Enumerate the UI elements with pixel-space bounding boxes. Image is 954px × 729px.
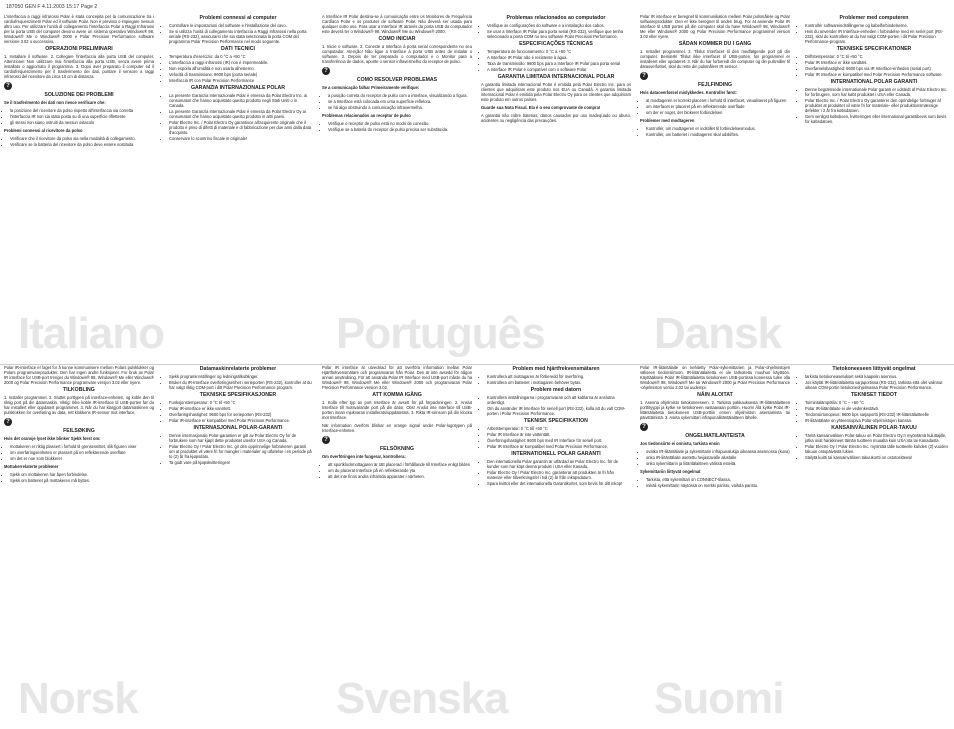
subheading: Mottakerrelaterte problemer [4,464,59,469]
list-item: • Verifique o receptor de pulso está no modo de conexão. [328,121,472,126]
section-heading: OPERAZIONI PRELIMINARI [45,46,113,52]
list-item: • l'interfaccia IR non sia stata posta su di una superficie riflettente [10,114,154,119]
list-item: • Polar Electro Oy / Polar Electro Inc. myöntää tälle tuotteelle kahden (2) vuoden takuun ostopäivästä lukien. [805,444,949,454]
subheading: Jos tiedonsiirto ei onnistu, tarkista ensin [640,441,720,446]
list-item: • Tiedonsiirtonopeus: 9600 bps sarjaportti (RS-232) IR-liitäntälaitteelle [805,412,949,417]
paragraph: 1. Installer programmet. 2. Sluttet porttypen på interface-enheten, og koble den til riktig port på din datamaskin. Viktig: Ikke koble IR-interface til USB-porten før du har installert eller oppdatert programmet. 3. Når du har klargjort datamaskinen og pulsklokken for overføring av data, rett klokkens IR-sensor mot interface. [4,395,154,415]
list-item: • Arbetstemperatur: 0 °C till +50 °C [487,426,631,431]
list-item: • Sjekk programinnstillinger og ledningstilkoblinger. [169,374,313,379]
list-item: • Verificare se la batteria del ricevitore da polso deve essere sostituita [10,142,154,147]
paragraph: 1. Inicie o software. 2. Conecte a Interface à porta serial correspondente no seu computador. Atenção! Não ligue a Interface à porta USB antes de instalar o software. 3. Depois de ter preparado o computador e o Monitor para a transferência de dados, aponte o sensor infravermelho do receptor de pulso. [322,44,472,64]
bullet-list [481,426,631,449]
text-column [481,365,631,729]
bullet-list [640,126,790,137]
section-heading: Problem med hjärtfrekvensmätaren [512,366,600,372]
text-column [163,365,313,729]
list-item: • Polar Electro Inc. / Polar Electro Oy garantisce all'acquirente originale che il prodotto è privo di difetti di materiale e di fabbricazione per due anni dalla data d'acquisto. [169,120,313,135]
bullet-list [640,477,790,488]
bullet-list [4,472,154,483]
list-item: • Den internationella Polar garantin är utfärdad av Polar Electro Inc. för de kunder som har köpt denna produkt i USA eller Kanada. [487,459,631,469]
list-item: • onko sykemittarin ja liitäntälaitteen välissä esteitä. [646,461,790,466]
list-item: • Overførselshastighed: 9600 bps via IR Interface-enheden (serial port) [805,66,949,71]
question-mark-icon: ? [640,423,648,431]
list-item: • la posizione del ricevitore da polso rispetto all'interfaccia sia corretta [10,108,154,113]
section-heading: INTERNASJONAL POLAR-GARANTI [193,425,283,431]
list-item: • Spara kvittot eller det internationella Garantikortet, som bevis för ditt inköp! [487,481,631,486]
section-heading: FELSÖKNING [379,446,414,452]
paragraph: A Interface IR Polar destina-se à comunicação entre os Monitores de Frequência Cardíaca Polar e os produtos de software Polar. Não deverá ser usada para qualquer outro uso. Para usar a Interface IR através da porta USB do computador este deverá ter o Windows® 98, Windows® Me ou Windows® 2000. [322,14,472,34]
bullet-list [163,23,313,44]
section-heading: TILKOBLING [63,387,95,393]
text-column [4,14,165,364]
list-item: • Polar IR-liitäntälaite ei ole vedenkestävä. [805,406,949,411]
paragraph: Polar IR interface er beregnet til kommunikation mellem Polar pulsmålere og Polar softwareprodukter. Den er ikke beregnet til anden brug. For at anvende Polar IR interface til USB porten på din computer skal du have Windows® 98, Windows® Me eller Windows® 2000 og Polar Precision Performance programmel version 3.02 eller nyere. [640,14,790,39]
section-heading: ESPECIFICAÇÕES TÉCNICAS [519,41,593,47]
list-item: • Om du använder IR Interface för seriell port (RS-232), kolla att du valt COM-porten i Polar Precision Performance. [487,406,631,416]
paragraph: Polar IR-liitäntälaite on kehitetty Polar-sykemittarien ja Polar-ohjelmistojen väliseen tiedonsiirtoon. IR-liitäntälaitetta ei ole tarkoitettu muuhun käyttöön. Käyttääksesi Polar IR-liitäntälaitetta tietokoneen USB-portissa koneessa tulee olla Windows® 98, Windows® Me tai Windows® 2000 ja Polar Precision Performance -ohjelmiston versio 3.02 tai uudempi. [640,365,790,390]
subheading: Hvis det oransje lyset ikke blinker Sjekk først om: [4,436,101,441]
bullet-list [322,93,472,110]
bullet-list [799,23,949,44]
section-heading: Problemas relacionados ao computador [506,15,606,21]
section-heading: TEKNISKE SPESIFIKASJONER [199,392,277,398]
list-item: • Ta godt vare på kjøpskvitteringen! [169,460,313,465]
section-heading: SÅDAN KOMMER DU I GANG [678,41,752,47]
list-item: • Jos käytät IR-liitäntälaitetta sarjaportissa (RS-232), tarkista että olet valinnut oikean COM-portin tietokoneohjelmassa Polar Precision Performance. [805,380,949,390]
language-watermark: Italiano [18,309,165,358]
list-item: • A Interface IR Polar não é resistente à água. [487,55,631,60]
subheading: Hvis dataoverførsel mislykkedes. Kontroller først: [640,90,737,95]
bullet-list [481,395,631,416]
language-watermark: Suomi [654,674,784,723]
subheading: Se a comunicação falhar Primeiramente verifique: [322,85,420,90]
text-column [163,14,313,364]
list-item: • A Interface IR Polar é compatível com o software Polar. [487,67,631,72]
text-column [640,14,790,364]
help-icon [4,82,154,91]
list-item: • Funksjonstemperatur: 0 °C til +50 °C [169,400,313,405]
list-item: • Kontrollér, om modtageren er indstillet til forbindelsesmodus. [646,126,790,131]
text-column [481,14,631,364]
section-heading: TEKNISET TIEDOT [850,392,898,398]
bullet-list [4,136,154,147]
paragraph: A garantia não cobre baterias, danos causados por uso inadequado ou abuso, acidentes ou negligência das precauções. [481,113,631,123]
section-heading: INTERNATIONAL POLAR GARANTI [830,79,918,85]
paragraph: Polar IR-interface er laget for å kunne kommunisere mellom Polars pulsklokker og Polars programvareprodukter. Den har ingen andre funksjoner. For bruk av Polar IR interface for USB-port trenger du Windows® 98, Windows® Me eller Windows® 2000 og Polar Precision Performance programvare versjon 3.02 eller nyere. [4,365,154,385]
bullet-list [799,433,949,460]
text-column [799,14,949,364]
page-row-bot [0,365,954,729]
subheading: Om överföringen inte fungerar, kontrollera: [322,454,406,459]
text-column [799,365,949,729]
list-item: • Gem venligst købsboen, kvitteringen eller international garantibevis som bevis for købsdatoen. [805,114,949,124]
bullet-list [4,444,154,461]
section-heading: ONGELMATILANTEISTA [685,433,745,439]
section-heading: Datamaskinrelaterte problemer [199,366,277,372]
section-heading: NÄIN ALOITAT [697,392,733,398]
list-item: • Sjekk om mottakeren har åpen forbindelse. [10,472,154,477]
subheading: Problemi connessi al ricevitore da polso [4,128,83,133]
paragraph: 1. Kolla efter typ av port Interface är avsett för på förpackningen. 2. Anslut Interface till motsvarande port på din dator. Obs! Anslut inte Interface till USB-porten innan mjukvaran installerats/uppdaterats. 3. Rikta IR-sensorn på din klocka mot Interface. [322,400,472,420]
bullet-list [163,400,313,423]
section-heading: KANSAINVÄLINEN POLAR-TAKUU [831,425,917,431]
list-item: • Controllare le impostazioni del software e l'installazione del cavo. [169,23,313,28]
question-mark-icon: ? [322,67,330,75]
list-item: • Kontrollera om batteriet i mottagaren behöver bytas. [487,380,631,385]
list-item: • ovatko IR-liitäntälaite ja sykemittarin infrapunalukija oikeassa asennossa (kuva) [646,449,790,454]
paragraph: 1. Installare il software. 2. Collegare l'interfaccia alla porta USB del computer. Attenzione! Non utilizzare mai l'interfaccia alla porta USB, senza avere prima installato o aggiornato il programma. 3. Dopo aver preparato il computer ed il cardiofrequenzimetro per il trasferimento dei dati, puntare il sensore a raggi infrarossi del ricevitore da circa 10 cm di distanza. [4,54,154,79]
language-watermark: Norsk [18,674,138,723]
list-item: • mottakeren er riktig plassert i forhold til grensesnittet, slik figuren viser [10,444,154,449]
list-item: • om du placerat Interface på en reflekterande yta [328,468,472,473]
section-heading: Problem med datorn [530,387,582,393]
bullet-list [799,87,949,124]
list-item: • om overføringsenheten er plassert på en reflekterende overflate [10,450,154,455]
bullet-list [481,49,631,72]
question-mark-icon: ? [640,72,648,80]
bullet-list [163,54,313,83]
bullet-list [322,462,472,479]
help-icon [640,72,790,81]
list-item: • Kontrollera inställningarna i programvaran och att kablarna är anslutna ordentligt. [487,395,631,405]
fold-line [0,364,954,365]
section-heading: GARANZIA INTERNAZIONALE POLAR [190,85,286,91]
section-heading: TEKNISK SPECIFIKATION [524,418,588,424]
list-item: • mikäli sykemittarin näytössä on merkki paristo, vaihda paristo. [646,483,790,488]
list-item: • Säilytä kuitti tai kansainvälinen takuukortti on ostotositteesi! [805,455,949,460]
paragraph: 1. Asenna ohjelmisto tietokoneeseen. 2. Tarkista pakkauksesta IR-liitäntälaitteen porttityyppi ja kytke se tietokoneen vastaavaan porttiin. Huom! Älä kytke Polar IR-liitäntälaitetta tietokoneen USB-porttiin ennen ohjelmiston asentamista tai päivittämistä. 3. Aseta sykemittari infrapunaliitäntälaitteen lähelle. [640,400,790,420]
bullet-list [481,23,631,39]
list-item: • Conservare lo scontrino fiscale in originale! [169,136,313,141]
bullet-list [799,54,949,77]
list-item: • Kontrollera att mottagaren är förberedd för överföring. [487,374,631,379]
list-item: • Denne begrænsede internationale Polar garanti er udstedt af Polar Electro Inc. for forbrugere, som har købt produktet i USA eller Canada. [805,87,949,97]
paragraph: 1. Installer programmel. 2. Tilslut Interfacet til den medfølgende port på din computer. Bemærk! Tilslut ikke interfacet til USB-porten, før programmel er installeret eller opdateret. 3. Når du har forberedt din computer og din pulsmåler til dataoverførsel, skal du rette din pulsmålers IR sensor. [640,49,790,69]
list-item: • Överföringshastighet: 9600 bps med IR Interface för seriell port. [487,438,631,443]
list-item: • Tämä kansainvälinen Polar-takuu on Polar Electro Oy:n myöntämä kuluttajille, jotka ovat hankkineet tämän tuotteen muualta kuin USA:sta tai Kanadasta. [805,433,949,443]
list-item: • Polar Electro Oy / Polar Electro Inc. garanterar att produkten är fri från material- eller tillverkningsfel i två (2) år från inköpsdatum. [487,470,631,480]
help-icon [4,418,154,427]
list-item: • Temperatura d'esercizio: da 0 °C a +50 °C [169,54,313,59]
language-watermark: Dansk [654,309,782,358]
section-heading: DATI TECNICI [221,46,255,52]
list-item: • Kontrollér, om batteriet i modtageren skal udskiftes. [646,132,790,137]
subheading: Se il trasferimento dei dati non riesce verificare che: [4,100,106,105]
list-item: • om det er noe som blokkerer [10,456,154,461]
list-item: • L'interfaccia a raggi infrarossi (IR) non è impermeabile. [169,60,313,65]
bullet-list [640,449,790,466]
list-item: • Polar IR-interface er kompatibel med Polar Precision Performance. [169,418,313,423]
list-item: • Bruker du IR-interface overføringsenhet i serieporten (RS-232), kontroller at du har valgt riktig COM-port i ditt Polar Precision Performance program. [169,380,313,390]
section-heading: TEKNISKE SPECIFIKATIONER [836,46,912,52]
language-watermark: Português [336,309,545,358]
list-item: • Overføringshastighet: 9600 bps for serieporten (RS-232) [169,412,313,417]
question-mark-icon: ? [4,418,12,426]
list-item: • att sportklockmottagaren är rätt placerad i förhållande till Interface enligt bilden [328,462,472,467]
list-item: • Taxa de transmissão: 9600 bps para a Interface IR Polar para porta serial [487,61,631,66]
list-item: • at modtageren er korrekt placeret i forhold til interfacet, visualiseret på figuren [646,98,790,103]
subheading: Guarde sua Nota Fiscal. Ela é o seu comprovante de compra! [481,105,601,110]
text-column [322,365,508,729]
list-item: • Se usar a Interface IR Polar para porta serial (RS-232), verifique que tenha selecionado a porta COM no seu software Polar Precision Performance. [487,29,631,39]
help-icon [322,67,472,76]
list-item: • Polar Electro Inc. / Polar Electro Oy garanterer den oprindelige forbruger af produktet at produktet vil være fri for materiale- eller produktionsmæssige defekter i 2 år fra købsdatoen. [805,98,949,113]
list-item: • Polar IR Interface är kompatibel med Polar Precision Performance. [487,444,631,449]
paragraph: L'interfaccia a raggi infrarossi Polar è stata concepita per la comunicazione tra i cardiofrequenzimetri Polar ed il software Polar. Non è previsto o impiegare nessun altro uso. Per utilizzare l'unità di collegamento l'interfaccia Polar a Raggi Infrarossi per la porta USB del computer devono avere un sistema operativo Windows® 98, Windows® Me o Windows® 2000 e Polar Precision Performance software versione 3.02 o successivo. [4,14,154,44]
list-item: • Verifique as configurações do software e a instalação dos cabos. [487,23,631,28]
subheading: Problemas relacionados ao receptor de pulso [322,113,411,118]
list-item: • onko IR-liitäntälaite asetettu heijastavalle alustalle [646,455,790,460]
language-watermark: Svenska [336,674,508,723]
section-heading: SOLUZIONE DEI PROBLEMI [44,92,114,98]
list-item: • Polar IR-interface er ikke vanntett. [169,406,313,411]
section-heading: FEILSØKING [63,428,95,434]
list-item: • att det inte finns andra infraröda apparater i närheten. [328,474,472,479]
subheading: Problemer med modtageren [640,118,695,123]
list-item: • IR-liitäntälaite on yhteensopiva Polar-ohjelmistojen kanssa. [805,418,949,423]
bullet-list [163,374,313,390]
list-item: • La presente Garanzia Internazionale Polar è emessa da Polar Electro Inc. ai consumatori che hanno acquistato questo prodotto negli Stati Uniti o in Canada. [169,93,313,108]
help-icon [322,436,472,445]
section-heading: Tietokoneeseen liittyvät ongelmat [832,366,916,372]
bullet-list [163,93,313,141]
list-item: • Denne internasjonale Polar-garantien er gitt av Polar Electro Oy for de forbrukere som har kjøpt dette produktet utenfor USA og Canada. [169,433,313,443]
paragraph: När information överförs blinkar en orange signal under Polar-logotypen på Interface-enheten. [322,423,472,433]
list-item: • Kontrollér softwareindstillingerne og kabelforbindelserne. [805,23,949,28]
list-item: • se a Interface está colocada em uma superfície refletora. [328,99,472,104]
list-item: • tarkista tietokoneasetukset sekä kaapelin asennus. [805,374,949,379]
list-item: • Verificare che il ricevitore da polso sia nella modalità di collegamento. [10,136,154,141]
list-item: • Velocità di trasmissione: 9600 bps (porta seriale) [169,72,313,77]
list-item: • se há algo obstruindo a comunicação infravermelha. [328,105,472,110]
list-item: • Temperatura de funcionamento: 0 °C a +50 °C [487,49,631,54]
list-item: • Verifique se a bateria do receptor de pulso precisa ser substituída. [328,127,472,132]
list-item: • Tarkista, että sykemittari on CONNECT-tilassa. [646,477,790,482]
list-item: • Se si utilizza l'unità di collegamento interfaccia a Raggi Infrarossi nella porta seriale (RS-232), assicurarsi che sia stata selezionata la porta COM del programma Polar Precision Performance nel modo seguente. [169,29,313,44]
section-heading: FEJLFINDING [697,82,732,88]
paragraph: A garantia limitada internacional Polar é emitida pela Polar Electro Inc. para os clientes que adquiriram este produto nos EUA ou Canadá. A garantia limitada internacional Polar é emitida pela Polar Electro Oy para os clientes que adquiriram este produto em outros países. [481,82,631,102]
text-column [640,365,790,729]
list-item: • gli stessi non siano ostruiti da nessun ostacolo [10,120,154,125]
list-item: • La presente Garanzia Internazionale Polar è emessa da Polar Electro Oy ai consumatori che hanno acquistato questo prodotto in altri paesi. [169,109,313,119]
bullet-list [799,400,949,423]
list-item: • Interfaccia IR con Polar Precision Performance [169,78,313,83]
question-mark-icon: ? [322,436,330,444]
page-row-top [0,14,954,364]
section-heading: Problemer med computeren [839,15,909,21]
bullet-list [481,459,631,486]
bullet-list [799,374,949,390]
section-heading: COMO RESOLVER PROBLEMAS [356,77,438,83]
list-item: • om der er noget, der blokerer forbindelsen [646,110,790,115]
bullet-list [481,374,631,385]
list-item: • Sjekk om batteriet på mottakeren må byttes. [10,478,154,483]
list-item: • a posição correta do receptor de pulso com a interface, visualizando a figura. [328,93,472,98]
help-icon [640,423,790,432]
page-header: 187050 GEN F 4.11.2003 15:17 Page 2 [6,4,98,10]
list-item: • Toimintalämpötila: 0 °C – +50 °C [805,400,949,405]
section-heading: Problemi connessi al computer [199,15,277,21]
section-heading: INTERNATIONELL POLAR GARANTI [511,451,601,457]
section-heading: ATT KOMMA IGÅNG [372,392,422,398]
list-item: • Polar IR Interface er ikke vandtæt. [805,60,949,65]
question-mark-icon: ? [4,82,12,90]
bullet-list [163,433,313,465]
bullet-list [4,108,154,125]
section-heading: GARANTIA LIMITADA INTERNACIONAL POLAR [497,74,615,80]
bullet-list [322,121,472,132]
list-item: • Polar Electro Oy / Polar Electro Inc. gir den opprinnelige forbrukeren garanti om at produktet vil være fri for mangler i materialer og utførelse i en periode på to (2) år fra kjøpsdato. [169,444,313,459]
subheading: Sykemittariin liittyvät ongelmat [640,469,701,474]
list-item: • Driftstemperatur: 0 °C til +50 °C [805,54,949,59]
list-item: • Polar IR Interface er kompatibel med Polar Precision Performance software. [805,72,949,77]
text-column [4,365,154,729]
bullet-list [640,98,790,115]
list-item: • Polar IR Interface är inte vattentätt. [487,432,631,437]
list-item: • Hvis du anvender IR Interface-enheden i forbindelse med en seriel port (RS-232), skal du kontrollere at du har valgt COM-porten i dit Polar Precision Performance-program. [805,29,949,44]
section-heading: COMO INICIAR [378,36,416,42]
paragraph: Polar IR interface är utvecklad för att överföra information mellan Polar Hjärtfrekvensmätare och programvaran från Polar. Den är inte avsedd för någon annan användning. För att använda Polar IR Interface med USB-port måste du ha Windows® 98, Windows® Me eller Windows® 2000 och programvaran Polar Precision Performance version 3.02. [322,365,472,390]
list-item: • Non esporla all'umidità e non usarla all'esterno. [169,66,313,71]
list-item: • om interfacet er placeret på en reflekterende overflade [646,104,790,109]
